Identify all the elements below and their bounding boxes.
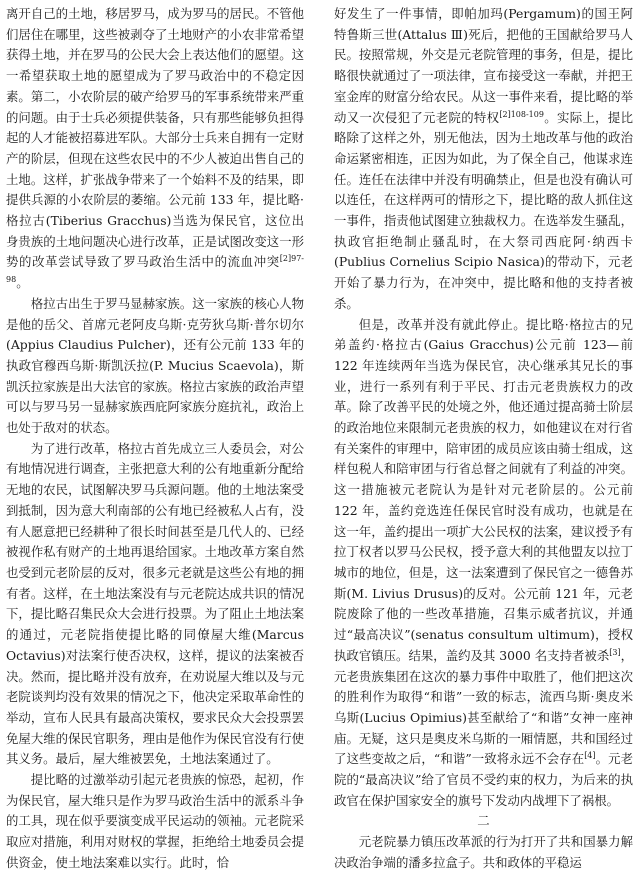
left-column bbox=[6, 4, 304, 874]
paragraph: 提比略的过激举动引起元老贵族的惊恐，起初，作为保民官，屋大维只是作为罗马政治生活中的派系斗争的工具，现在似乎要演变成平民运动的领袖。元老院采取应对措施，利用对财权的掌握，拒绝给土地委员会提供资金，使土地法案难以实行。此时，恰 bbox=[6, 772, 304, 870]
citation: [4] bbox=[584, 751, 596, 761]
right-column bbox=[334, 4, 633, 874]
paragraph bbox=[6, 4, 304, 294]
section-heading: 二 bbox=[477, 813, 490, 829]
citation: [2]97-98 bbox=[6, 254, 304, 285]
citation: [2]108-109 bbox=[499, 109, 544, 119]
paragraph-text: 离开自己的土地，移居罗马，成为罗马的居民。不管他们居住在哪里，这些被剥夺了土地财产的小农非常希望获得土地，并在罗马的公民大会上表达他们的愿望。这一希望获取土地的愿望成为了罗马政治中的不稳定因素。第二，小农阶层的破产给罗马的军事系统带来严重的问题。由于士兵必须提供装备，只有那些能够负担得起的人才能被招募进军队。大部分士兵来自拥有一定财产的阶层，但现在这些农民中的不少人被迫出售自己的土地。这样，扩张战争带来了一个始料不及的结果，即提供兵源的小农阶层的萎缩。公元前 133 年，提比略·格拉古(Tiberius Gracchus)当选为保民官，这位出身贵族的土地问题决心进行改革，正是试图改变这一形势的改革尝试导致了罗马政治生活中的流血冲突 bbox=[6, 6, 304, 270]
paragraph-text: 但是，改革并没有就此停止。提比略·格拉古的兄弟盖约·格拉古(Gaius Gracchus)公元前 123—前122 年连续两年当选为保民官，决心继承其兄长的事业，进行一系列有利于平民、打击元老贵族权力的改革。除了改善平民的处境之外，他还通过提高骑士阶层的政治地位来限制元老贵族的权力，如他建议在对行省有关案件的审理中，陪审团的成员应该由骑士组成，这样包税人和陪审团与行省总督之间就有了利益的冲突。这一措施被元老院认为是针对元老阶层的。公元前 122 年，盖约竞选连任保民官时没有成功，也就是在这一年，盖约提出一项扩大公民权的法案，建议授予有拉丁权者以罗马公民权，授予意大利的其他盟友以拉丁城市的地位，但是，这一法案遭到了保民官之一德鲁苏斯(M. Livius Drusus)的反对。公元前 121 年，元老院废除了他的一些改革措施，召集示威者抗议，并通过“最高决议”(senatus consultum ultimum)，授权执政官镇压。结果，盖约及其 3000 名支持者被杀 bbox=[334, 316, 633, 663]
paragraph-text: ，元老贵族集团在这次的暴力事件中取胜了，他们把这次的胜利作为取得“和谐”一致的标志，流西乌斯·奥皮米乌斯(Lucius Opimius)甚至献给了“和谐”女神一座神庙。无疑，这只是奥皮米乌斯的一厢情愿，共和国经过了这些变故之后，“和谐”一致将永远不会存在 bbox=[334, 647, 634, 767]
paragraph bbox=[334, 4, 633, 315]
paragraph: 元老院暴力镇压改革派的行为打开了共和国暴力解决政治争端的潘多拉盒子。共和政体的平稳运 bbox=[334, 834, 633, 870]
paragraph-text: 好发生了一件事情，即帕加玛(Pergamum)的国王阿特鲁斯三世(Attalus Ⅲ)死后，把他的王国献给罗马人民。按照常规，外交是元老院管理的事务，但是，提比略很快就通过了一项法律，宣布接受这一奉献，并把王室金库的财富分给农民。从这一事件来看，提比略的举动又一次侵犯了元老院的特权 bbox=[334, 6, 633, 125]
paragraph bbox=[334, 315, 633, 812]
paragraph: 为了进行改革，格拉古首先成立三人委员会，对公有地情况进行调查，主张把意大利的公有地重新分配给无地的农民，试图解决罗马兵源问题。他的土地法案受到抵制，因为意大利南部的公有地已经被私人占有，没有人愿意把已经耕种了很长时间甚至是几代人的、已经被视作私有财产的土地再退给国家。土地改革方案自然也受到元老阶层的反对，很多元老就是这些公有地的拥有者。这样，在土地法案没有与元老院达成共识的情况下，提比略召集民众大会进行投票。为了阻止土地法案的通过，元老院指使提比略的同僚屋大维(Marcus Octavius)对法案行使否决权，这样，提议的法案被否决。然而，提比略并没有放弃，在劝说屋大维以及与元老院谈判均没有效果的情况之下，他决定采取革命性的举动，宣布人民具有最高决策权，要求民众大会投票罢免屋大维的保民官职务，理由是他作为保民官没有行使其义务。最后，屋大维被罢免，土地法案通过了。 bbox=[6, 440, 304, 767]
citation: [3] bbox=[609, 647, 621, 657]
paragraph-text: 。 bbox=[16, 275, 29, 291]
paragraph-text: 。实际上，提比略除了这样之外，别无他法，因为土地改革与他的政治命运紧密相连，正因为如此，为了保全自己，他谋求连任。连任在法律中并没有明确禁止，但是也没有确认可以连任，在这样两可的情形之下，提比略的敌人抓住这一事件，指责他试图建立独裁权力。在选举发生骚乱，执政官拒绝制止骚乱时，在大祭司西庇阿·纳西卡(Publius Cornelius Scipio Nasica)的带动下，元老开始了暴力行为，在冲突中，提比略和他的支持者被杀。 bbox=[334, 109, 634, 311]
paragraph: 格拉古出生于罗马显赫家族。这一家族的核心人物是他的岳父、首席元老阿皮乌斯·克劳狄乌斯·普尔切尔(Appius Claudius Pulcher)，还有公元前 133 年的执政官穆西乌斯·斯凯沃拉(P. Mucius Scaevola)，斯凯沃拉家族是出大法官的家族。格拉古家族的政治声望可以与罗马另一显赫家族西庇阿家族分庭抗礼，政治上也处于敌对的状态。 bbox=[6, 295, 304, 436]
paragraph-text: 。元老院的“最高决议”给了官员不受约束的权力，为后来的执政官在保护国家安全的旗号下发动内战埋下了祸根。 bbox=[334, 751, 634, 808]
